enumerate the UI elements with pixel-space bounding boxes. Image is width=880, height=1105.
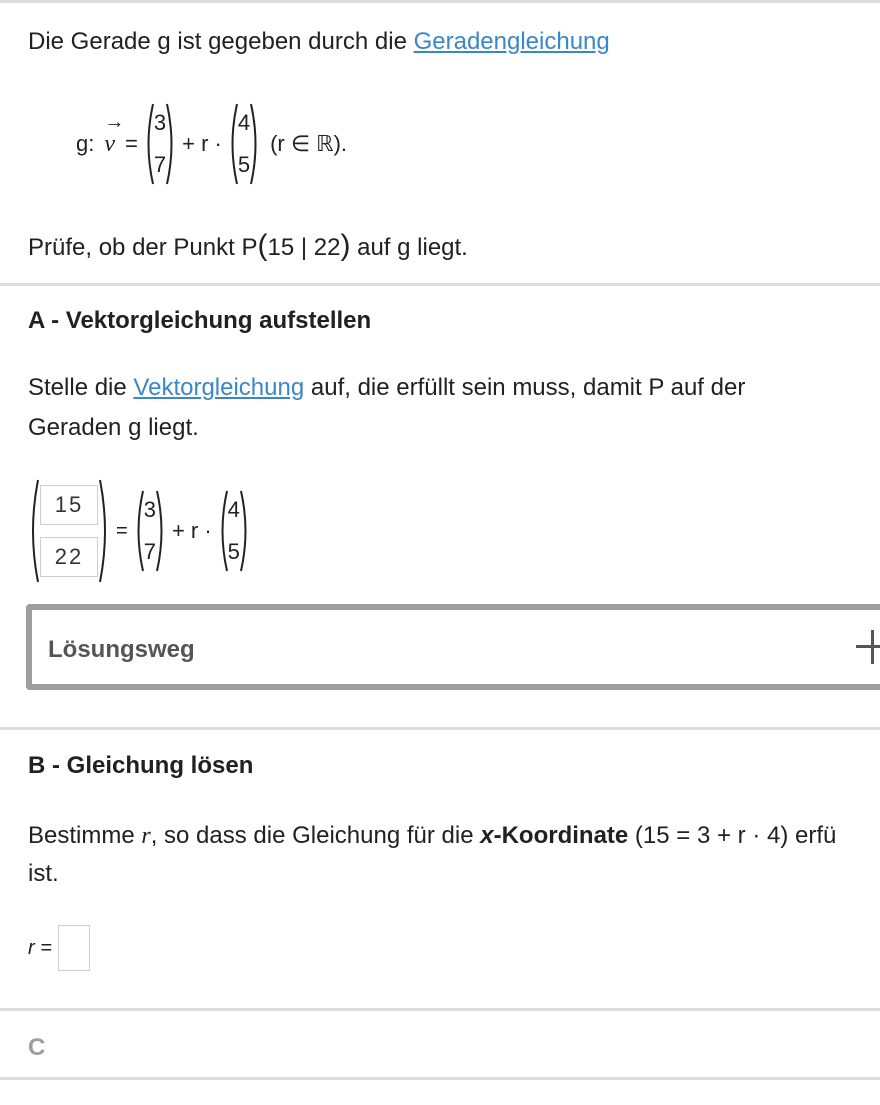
bottom-divider <box>0 1077 880 1080</box>
solution-panel-label: Lösungsweg <box>48 636 195 663</box>
line-equation: g: → v = 3 7 + r · 4 5 (r ∈ ℝ). <box>76 102 347 186</box>
task-text: Prüfe, ob der Punkt P(15 | 22) auf g liegt. <box>28 229 468 262</box>
divider-a <box>0 283 880 286</box>
section-a-text: Stelle die Vektorgleichung auf, die erfüllt sein muss, damit P auf der <box>28 374 746 401</box>
section-c-title[interactable]: C <box>28 1034 46 1061</box>
parameter-domain: (r ∈ ℝ). <box>270 131 348 156</box>
vector-v: → v <box>104 110 125 157</box>
direction-vector: 4 5 <box>226 102 262 186</box>
support-vector: 3 7 <box>142 102 178 186</box>
support-vector-a: 3 7 <box>132 489 168 573</box>
vector-equation: 15 22 = 3 7 + r · 4 5 <box>26 478 252 584</box>
vektorgleichung-link[interactable]: Vektorgleichung <box>133 374 305 401</box>
direction-vector-a: 4 5 <box>216 489 252 573</box>
divider-b <box>0 727 880 730</box>
answer-row <box>28 924 90 972</box>
section-a-title: A - Vektorgleichung aufstellen <box>28 307 372 334</box>
section-b-text: Bestimme r, so dass die Gleichung für die x-Koordinate (15 = 3 + r · 4) erfü <box>28 822 837 849</box>
section-a-text-line2: Geraden g liegt. <box>28 414 199 441</box>
answer-label: r = <box>28 936 52 959</box>
plus-icon[interactable] <box>854 628 880 664</box>
section-b-title: B - Gleichung lösen <box>28 752 254 779</box>
section-b-text-line2: ist. <box>28 860 59 887</box>
solution-panel[interactable] <box>26 604 880 690</box>
input-vector <box>26 478 112 584</box>
input-x-field[interactable]: 15 <box>40 485 98 525</box>
answer-input[interactable] <box>58 925 90 971</box>
geradengleichung-link[interactable]: Geradengleichung <box>413 28 610 55</box>
line-label: g: <box>76 131 95 156</box>
input-y-field[interactable]: 22 <box>40 537 98 577</box>
top-divider <box>0 0 880 3</box>
point-coordinates: 15 | 22 <box>267 234 341 261</box>
intro-text: Die Gerade g ist gegeben durch die Geradengleichung <box>28 28 610 55</box>
divider-c <box>0 1008 880 1011</box>
